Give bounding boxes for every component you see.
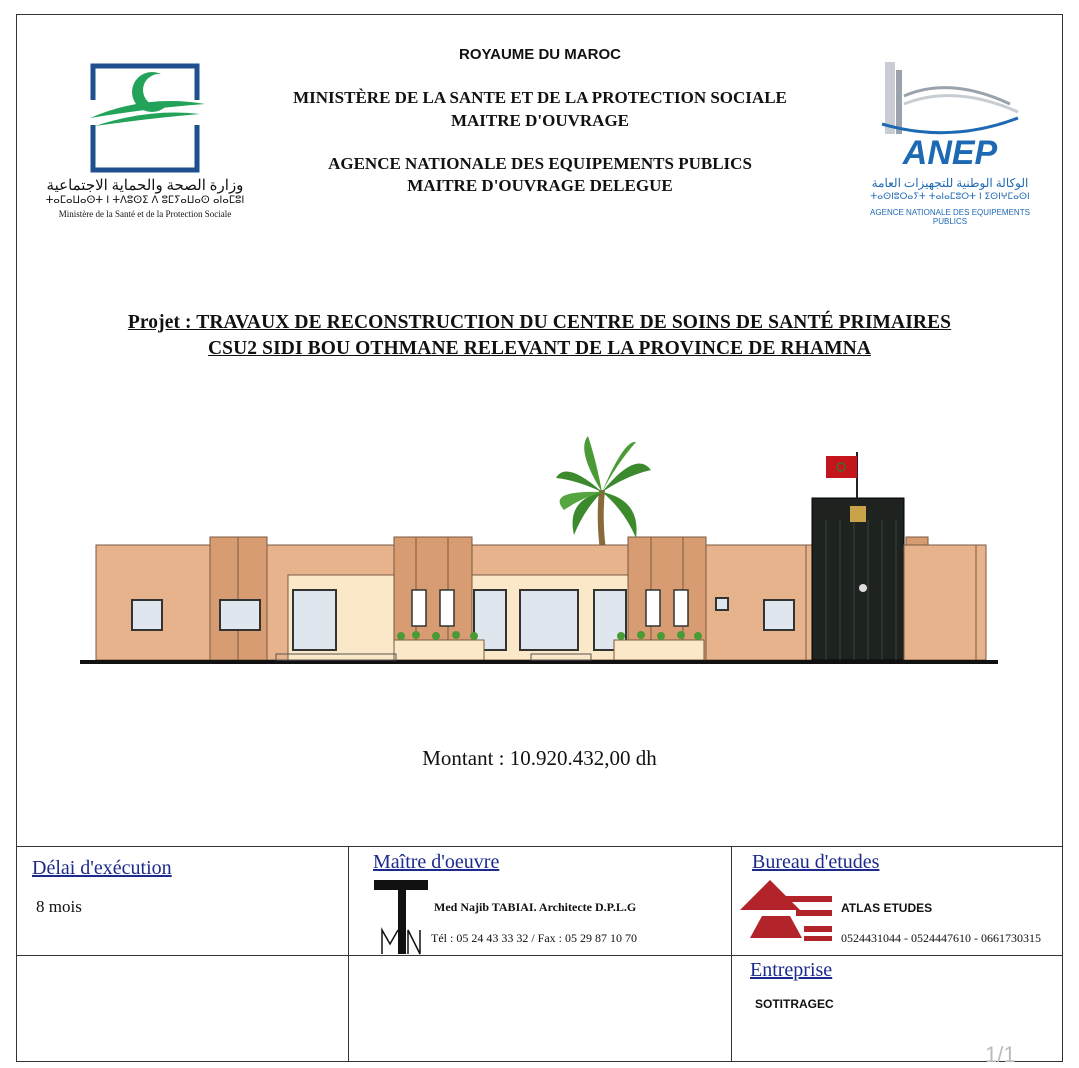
bureau-label: Bureau d'etudes <box>752 851 880 873</box>
anep-tifinagh-name: ⵜⴰⵙⵏⵓⵔⴰⵢⵜ ⵜⴰⵏⴰⵎⵓⵔⵜ ⵏ ⵉⵙⵏⵖⵎⴰⵙⵏ <box>870 192 1030 202</box>
ministry-arabic-name: وزارة الصحة والحماية الاجتماعية <box>46 178 244 194</box>
entreprise-name: SOTITRAGEC <box>755 997 834 1011</box>
page-number: 1/1 <box>985 1042 1016 1067</box>
project-title-line1: Projet : TRAVAUX DE RECONSTRUCTION DU CENTRE DE SOINS DE SANTÉ PRIMAIRES <box>127 312 952 333</box>
ministry-emblem-icon <box>40 60 250 175</box>
anep-french-name: AGENCE NATIONALE DES EQUIPEMENTS PUBLICS <box>870 208 1030 226</box>
table-middle-border <box>16 955 1063 956</box>
anep-logo <box>860 56 1040 226</box>
delai-value: 8 mois <box>36 897 82 916</box>
bureau-name: ATLAS ETUDES <box>841 901 933 915</box>
anep-building-icon <box>860 56 1040 138</box>
header-royaume: ROYAUME DU MAROC <box>459 46 621 63</box>
architect-name: Med Najib TABIAI. Architecte D.P.L.G <box>434 900 637 914</box>
maitre-oeuvre-label: Maître d'oeuvre <box>373 851 500 873</box>
atlas-etudes-logo-icon <box>740 880 834 942</box>
header-ministere: MINISTÈRE DE LA SANTE ET DE LA PROTECTION SOCIALE <box>293 88 787 107</box>
entreprise-label: Entreprise <box>750 959 833 981</box>
table-divider-1 <box>348 846 349 1062</box>
project-title-line2: CSU2 SIDI BOU OTHMANE RELEVANT DE LA PROVINCE DE RHAMNA <box>208 338 871 359</box>
table-divider-2 <box>731 846 732 1062</box>
ministry-french-name: Ministère de la Santé et de la Protection Sociale <box>58 209 232 219</box>
architect-logo-icon <box>372 878 430 956</box>
facade-elevation-drawing <box>76 430 1006 670</box>
delai-label: Délai d'exécution <box>32 857 172 879</box>
bureau-phones: 0524431044 - 0524447610 - 0661730315 <box>841 931 1041 945</box>
ministry-tifinagh-name: ⵜⴰⵎⴰⵡⴰⵙⵜ ⵏ ⵜⴷⵓⵙⵉ ⴷ ⵓⵎⵢⴰⵡⴰⵙ ⴰⵏⴰⵎⵓⵏ <box>45 195 245 206</box>
ministry-logo <box>40 60 250 230</box>
montant: Montant : 10.920.432,00 dh <box>422 746 657 770</box>
table-top-border <box>16 846 1063 847</box>
anep-wordmark: ANEP <box>902 134 998 172</box>
architect-tel: Tél : 05 24 43 33 32 / Fax : 05 29 87 10 70 <box>431 931 637 945</box>
header-maitre-ouvrage-delegue: MAITRE D'OUVRAGE DELEGUE <box>407 176 673 195</box>
header-maitre-ouvrage: MAITRE D'OUVRAGE <box>450 111 630 130</box>
anep-arabic-name: الوكالة الوطنية للتجهيزات العامة <box>871 176 1029 190</box>
header-agence: AGENCE NATIONALE DES EQUIPEMENTS PUBLICS <box>328 154 752 173</box>
palm-tree-icon <box>556 436 651 550</box>
flag-icon <box>826 452 857 498</box>
